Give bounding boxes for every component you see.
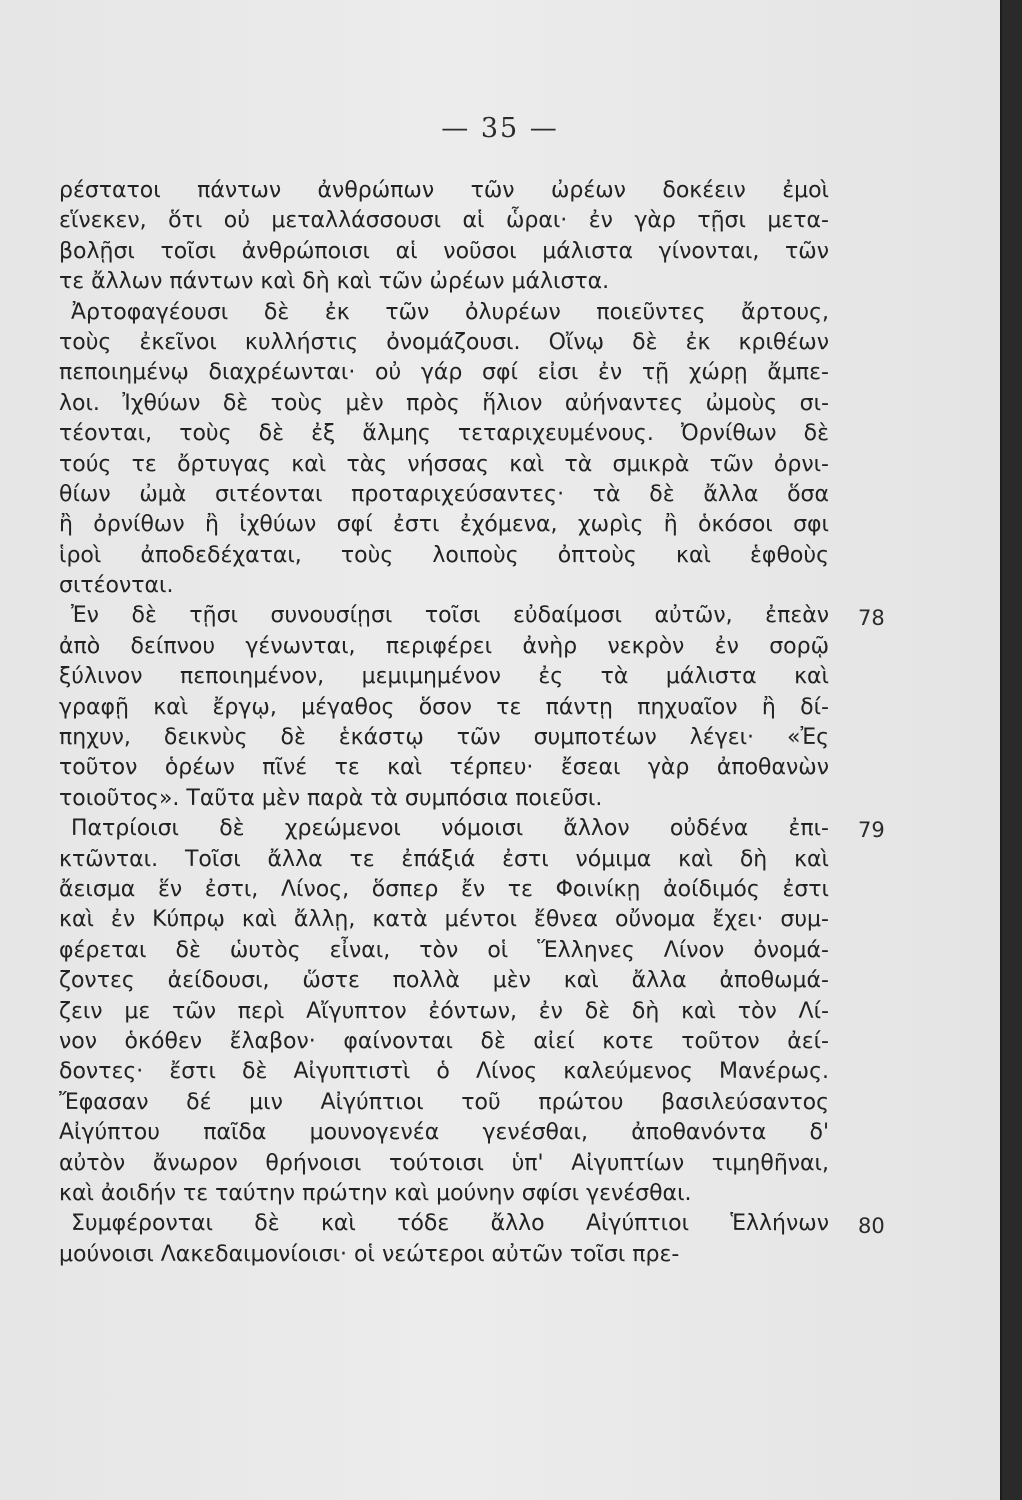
text-line: βολῇσι τοῖσι ἀνθρώποισι αἱ νοῦσοι μάλιστα γίνονται, τῶν xyxy=(59,238,829,264)
section-number: 78 xyxy=(858,605,885,630)
text-line: Ἀρτοφαγέουσι δὲ ἐκ τῶν ὀλυρέων ποιεῦντες ἄρτους, xyxy=(71,299,829,325)
text-line: ἄεισμα ἕν ἐστι, Λίνος, ὅσπερ ἔν τε Φοινίκῃ ἀοίδιμός ἐστι xyxy=(59,876,829,902)
text-line: τοῦτον ὁρέων πῖνέ τε καὶ τέρπευ· ἔσεαι γὰρ ἀποθανὼν xyxy=(59,755,829,781)
section-number: 79 xyxy=(858,818,885,843)
text-line: τοιοῦτος». Ταῦτα μὲν παρὰ τὰ συμπόσια ποιεῦσι. xyxy=(59,785,603,811)
text-line: ἀπὸ δείπνου γένωνται, περιφέρει ἀνὴρ νεκρὸν ἐν σορῷ xyxy=(59,633,829,659)
text-line: εἵνεκεν, ὅτι οὐ μεταλλάσσουσι αἱ ὧραι· ἐν γὰρ τῇσι μετα- xyxy=(59,208,829,234)
text-line: τοὺς ἐκεῖνοι κυλλήστις ὀνομάζουσι. Οἴνῳ δὲ ἐκ κριθέων xyxy=(59,329,829,355)
text-line: ἢ ὀρνίθων ἢ ἰχθύων σφί ἐστι ἐχόμενα, χωρὶς ἢ ὁκόσοι σφι xyxy=(59,512,829,538)
text-line: κτῶνται. Τοῖσι ἄλλα τε ἐπάξιά ἐστι νόμιμα καὶ δὴ καὶ xyxy=(59,846,829,872)
text-line: ζειν με τῶν περὶ Αἴγυπτον ἐόντων, ἐν δὲ δὴ καὶ τὸν Λί- xyxy=(59,998,829,1024)
text-line: ξύλινον πεποιημένον, μεμιμημένον ἐς τὰ μάλιστα καὶ xyxy=(59,664,829,690)
text-line: ρέστατοι πάντων ἀνθρώπων τῶν ὠρέων δοκέειν ἐμοὶ xyxy=(59,178,829,203)
text-line: πεποιημένῳ διαχρέωνται· οὐ γάρ σφί εἰσι ἐν τῇ χώρῃ ἄμπε- xyxy=(59,360,829,386)
text-line: τέονται, τοὺς δὲ ἐξ ἅλμης τεταριχευμένους. Ὀρνίθων δὲ xyxy=(59,421,829,447)
text-line: φέρεται δὲ ὡυτὸς εἶναι, τὸν οἱ Ἕλληνες Λίνον ὀνομά- xyxy=(59,937,829,963)
body-text xyxy=(59,176,829,1270)
text-line: λοι. Ἰχθύων δὲ τοὺς μὲν πρὸς ἥλιον αὐήναντες ὠμοὺς σι- xyxy=(59,390,829,416)
page-number: — 35 — xyxy=(441,113,559,144)
text-line: τούς τε ὄρτυγας καὶ τὰς νήσσας καὶ τὰ σμικρὰ τῶν ὀρνι- xyxy=(59,451,829,477)
text-line: Ἔφασαν δέ μιν Αἰγύπτιοι τοῦ πρώτου βασιλεύσαντος xyxy=(59,1089,829,1115)
text-line: νον ὁκόθεν ἔλαβον· φαίνονται δὲ αἰεί κοτε τοῦτον ἀεί- xyxy=(59,1028,829,1054)
text-line: καὶ ἀοιδήν τε ταύτην πρώτην καὶ μούνην σφίσι γενέσθαι. xyxy=(59,1180,692,1206)
text-line: Ἐν δὲ τῇσι συνουσίῃσι τοῖσι εὐδαίμοσι αὐτῶν, ἐπεὰν xyxy=(71,603,829,629)
text-line: Αἰγύπτου παῖδα μουνογενέα γενέσθαι, ἀποθανόντα δ' xyxy=(59,1120,829,1146)
text-line: ζοντες ἀείδουσι, ὥστε πολλὰ μὲν καὶ ἄλλα ἀποθωμά- xyxy=(59,968,829,994)
text-line: αὐτὸν ἄνωρον θρήνοισι τούτοισι ὑπ' Αἰγυπτίων τιμηθῆναι, xyxy=(59,1150,829,1176)
text-line: θίων ὠμὰ σιτέονται προταριχεύσαντες· τὰ δὲ ἄλλα ὅσα xyxy=(59,481,829,507)
text-line: γραφῇ καὶ ἔργῳ, μέγαθος ὅσον τε πάντῃ πηχυαῖον ἢ δί- xyxy=(59,694,829,720)
text-line: καὶ ἐν Κύπρῳ καὶ ἄλλῃ, κατὰ μέντοι ἔθνεα οὔνομα ἔχει· συμ- xyxy=(59,907,829,933)
text-line: πηχυν, δεικνὺς δὲ ἑκάστῳ τῶν συμποτέων λέγει· «Ἐς xyxy=(59,725,829,751)
text-line: ἱροὶ ἀποδεδέχαται, τοὺς λοιποὺς ὀπτοὺς καὶ ἑφθοὺς xyxy=(59,542,829,568)
text-line: σιτέονται. xyxy=(59,573,174,599)
text-line: Πατρίοισι δὲ χρεώμενοι νόμοισι ἄλλον οὐδένα ἐπι- xyxy=(71,816,829,842)
text-line: δοντες· ἔστι δὲ Αἰγυπτιστὶ ὁ Λίνος καλεύμενος Μανέρως. xyxy=(59,1059,829,1085)
text-line: Συμφέρονται δὲ καὶ τόδε ἄλλο Αἰγύπτιοι Ἑλλήνων xyxy=(71,1211,829,1237)
section-number: 80 xyxy=(858,1213,885,1238)
text-line: μούνοισι Λακεδαιμονίοισι· οἱ νεώτεροι αὐτῶν τοῖσι πρε- xyxy=(59,1241,680,1267)
text-line: τε ἄλλων πάντων καὶ δὴ καὶ τῶν ὠρέων μάλιστα. xyxy=(59,269,610,295)
